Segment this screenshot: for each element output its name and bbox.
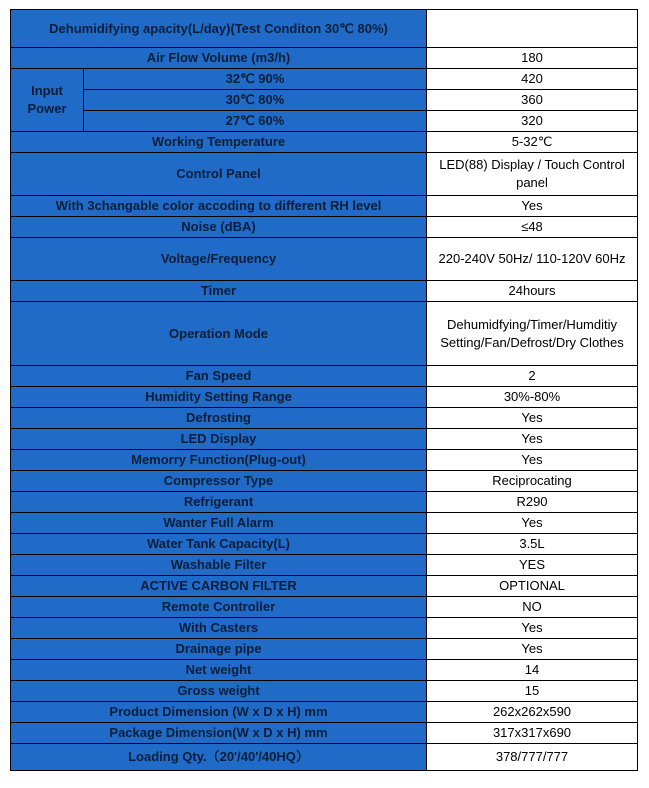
table-row	[11, 450, 638, 471]
table-row	[11, 111, 638, 132]
spec-label-air-flow: Air Flow Volume (m3/h)	[11, 48, 427, 69]
table-row	[11, 48, 638, 69]
spec-value: Reciprocating	[427, 471, 638, 492]
table-row	[11, 90, 638, 111]
spec-value: 3.5L	[427, 534, 638, 555]
spec-value: Yes	[427, 639, 638, 660]
spec-value: Yes	[427, 513, 638, 534]
input-power-condition: 32℃ 90%	[84, 69, 427, 90]
spec-value: Yes	[427, 450, 638, 471]
spec-value: 15	[427, 681, 638, 702]
spec-label: Package Dimension(W x D x H) mm	[11, 723, 427, 744]
table-row	[11, 660, 638, 681]
spec-value: 220-240V 50Hz/ 110-120V 60Hz	[427, 238, 638, 281]
spec-value: YES	[427, 555, 638, 576]
spec-value: 30%-80%	[427, 387, 638, 408]
spec-label: Memorry Function(Plug-out)	[11, 450, 427, 471]
table-row	[11, 555, 638, 576]
spec-value-air-flow: 180	[427, 48, 638, 69]
spec-label: Working Temperature	[11, 132, 427, 153]
spec-label: Defrosting	[11, 408, 427, 429]
spec-value: Dehumidfying/Timer/Humditiy Setting/Fan/Defrost/Dry Clothes	[427, 302, 638, 366]
spec-value-dehumidifying-capacity	[427, 10, 638, 48]
input-power-condition: 30℃ 80%	[84, 90, 427, 111]
table-row	[11, 492, 638, 513]
table-row	[11, 597, 638, 618]
table-row	[11, 681, 638, 702]
table-row	[11, 238, 638, 281]
table-row	[11, 302, 638, 366]
table-row	[11, 281, 638, 302]
spec-value: NO	[427, 597, 638, 618]
spec-label: Net weight	[11, 660, 427, 681]
spec-label: LED Display	[11, 429, 427, 450]
table-row	[11, 744, 638, 771]
spec-label: With 3changable color accoding to different RH level	[11, 196, 427, 217]
spec-value: 24hours	[427, 281, 638, 302]
spec-value: Yes	[427, 408, 638, 429]
table-row	[11, 618, 638, 639]
table-row	[11, 408, 638, 429]
spec-value: 14	[427, 660, 638, 681]
spec-value: 262x262x590	[427, 702, 638, 723]
table-row	[11, 153, 638, 196]
table-row	[11, 366, 638, 387]
table-row	[11, 723, 638, 744]
table-row	[11, 471, 638, 492]
spec-value: LED(88) Display / Touch Control panel	[427, 153, 638, 196]
table-row	[11, 387, 638, 408]
input-power-value: 420	[427, 69, 638, 90]
spec-label: Remote Controller	[11, 597, 427, 618]
spec-value: Yes	[427, 196, 638, 217]
spec-label: Operation Mode	[11, 302, 427, 366]
spec-label: Compressor Type	[11, 471, 427, 492]
table-row	[11, 702, 638, 723]
input-power-label: Input Power	[11, 69, 84, 132]
table-row	[11, 217, 638, 238]
spec-label: ACTIVE CARBON FILTER	[11, 576, 427, 597]
spec-value: R290	[427, 492, 638, 513]
table-row	[11, 10, 638, 48]
spec-label: Noise (dBA)	[11, 217, 427, 238]
input-power-value: 320	[427, 111, 638, 132]
spec-label: Voltage/Frequency	[11, 238, 427, 281]
spec-table	[10, 9, 638, 771]
input-power-value: 360	[427, 90, 638, 111]
spec-label: Timer	[11, 281, 427, 302]
spec-label: Fan Speed	[11, 366, 427, 387]
spec-label: Wanter Full Alarm	[11, 513, 427, 534]
spec-value: 2	[427, 366, 638, 387]
spec-label: Product Dimension (W x D x H) mm	[11, 702, 427, 723]
spec-label: Refrigerant	[11, 492, 427, 513]
spec-label: With Casters	[11, 618, 427, 639]
spec-label: Drainage pipe	[11, 639, 427, 660]
spec-value: 317x317x690	[427, 723, 638, 744]
table-row	[11, 69, 638, 90]
table-row	[11, 534, 638, 555]
spec-label: Water Tank Capacity(L)	[11, 534, 427, 555]
input-power-condition: 27℃ 60%	[84, 111, 427, 132]
table-row	[11, 196, 638, 217]
table-row	[11, 429, 638, 450]
spec-label: Washable Filter	[11, 555, 427, 576]
spec-label: Gross weight	[11, 681, 427, 702]
table-row	[11, 132, 638, 153]
spec-value: ≤48	[427, 217, 638, 238]
spec-table-body	[11, 10, 638, 771]
spec-value: 5-32℃	[427, 132, 638, 153]
spec-value: Yes	[427, 618, 638, 639]
table-row	[11, 513, 638, 534]
spec-value: 378/777/777	[427, 744, 638, 771]
spec-label: Control Panel	[11, 153, 427, 196]
spec-label-dehumidifying-capacity: Dehumidifying apacity(L/day)(Test Conditon 30℃ 80%)	[11, 10, 427, 48]
table-row	[11, 639, 638, 660]
table-row	[11, 576, 638, 597]
spec-label: Loading Qty.（20'/40'/40HQ）	[11, 744, 427, 771]
spec-value: Yes	[427, 429, 638, 450]
spec-value: OPTIONAL	[427, 576, 638, 597]
spec-label: Humidity Setting Range	[11, 387, 427, 408]
